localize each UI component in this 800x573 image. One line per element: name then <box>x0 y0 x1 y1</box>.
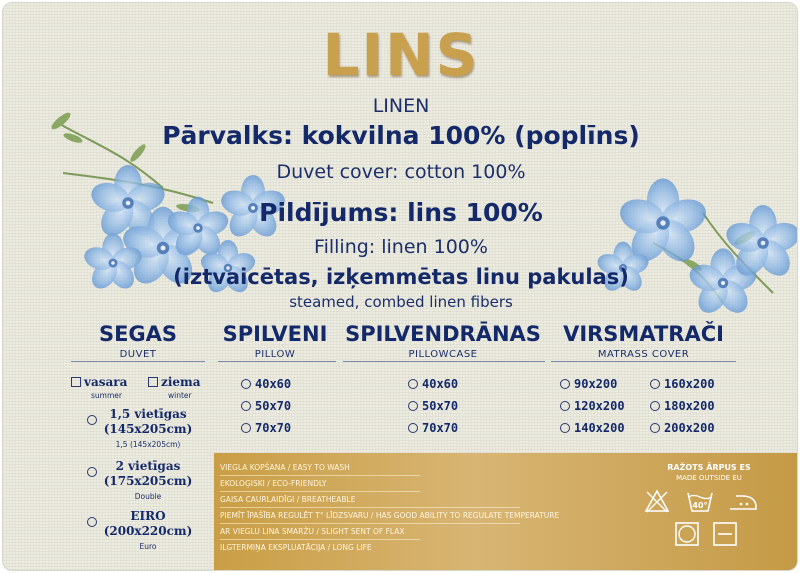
feature-item <box>220 527 405 536</box>
duvet-size-double-en: Double <box>134 492 162 501</box>
season-summer-option[interactable] <box>71 375 127 390</box>
season-summer-en: summer <box>91 391 122 400</box>
feature-lv: GAISA CAURLAIDĪGI / <box>220 495 300 504</box>
duvet-size-double <box>103 459 193 489</box>
radio-circle-icon[interactable] <box>87 409 101 428</box>
feature-lv: VIEGLA KOPŠANA / <box>220 463 291 472</box>
feature-divider <box>220 507 520 508</box>
feature-item <box>220 511 559 520</box>
pillow-size-label: 50x70 <box>255 399 292 413</box>
feature-en: ECO-FRIENDLY <box>272 479 327 488</box>
matrass-size-label: 120x200 <box>574 399 625 413</box>
virsmatraci-subtitle: MATRASS COVER <box>597 349 690 360</box>
duvet-size-single-en: 1,5 (145x205cm) <box>115 440 181 449</box>
feature-en: LONG LIFE <box>332 543 372 552</box>
iron-icon <box>728 493 758 511</box>
duvet-size-euro-name: EIRO <box>130 509 166 523</box>
duvet-size-single-dim: (145x205cm) <box>103 422 193 436</box>
spilveni-divider <box>218 361 336 362</box>
cover-composition-lv: Pārvalks: kokvilna 100% (poplīns) <box>162 121 640 150</box>
feature-en: EASY TO WASH <box>292 463 350 472</box>
radio-circle-icon[interactable] <box>408 423 418 433</box>
made-outside-eu-lv: RAŽOTS ĀRPUS ES <box>667 463 751 472</box>
pillow-size-option[interactable] <box>241 421 291 435</box>
pillow-size-option[interactable] <box>241 399 291 413</box>
pillowcase-size-label: 70x70 <box>422 421 459 435</box>
season-summer-label: vasara <box>84 375 128 389</box>
radio-circle-icon[interactable] <box>650 401 660 411</box>
pillowcase-size-option[interactable] <box>408 421 458 435</box>
fibers-description-lv: (iztvaicētas, izķemmētas linu pakulas) <box>173 265 629 289</box>
feature-item <box>220 543 372 552</box>
radio-circle-icon[interactable] <box>560 423 570 433</box>
duvet-size-euro <box>103 509 193 539</box>
spilveni-title: SPILVENI <box>222 322 328 346</box>
brand-logo: LINS <box>322 21 480 89</box>
checkbox-square-icon[interactable] <box>71 377 81 387</box>
product-label-card <box>2 2 798 571</box>
duvet-size-single-name: 1,5 vietīgas <box>109 407 187 421</box>
feature-item <box>220 479 327 488</box>
feature-lv: PIEMĪT ĪPAŠĪBA REGULĒT T° LĪDZSVARU / <box>220 511 374 520</box>
pillowcase-size-option[interactable] <box>408 377 458 391</box>
pillow-size-label: 70x70 <box>255 421 292 435</box>
matrass-size-option[interactable] <box>560 399 625 413</box>
wash-40-icon <box>686 489 714 513</box>
fibers-description-en: steamed, combed linen fibers <box>289 293 513 311</box>
duvet-size-euro-en: Euro <box>139 542 157 551</box>
matrass-size-option[interactable] <box>560 377 617 391</box>
feature-en: SLIGHT SENT OF FLAX <box>321 527 405 536</box>
spilveni-subtitle: PILLOW <box>254 349 296 360</box>
virsmatraci-title: VIRSMATRAČI <box>563 322 724 346</box>
wash-temp-label: 40° <box>692 501 708 510</box>
radio-circle-icon[interactable] <box>87 461 101 480</box>
feature-lv: AR VIEGLU LINA SMARŽU / <box>220 527 319 536</box>
feature-lv: ILGTERMIŅA EKSPLUATĀCIJA / <box>220 543 331 552</box>
radio-circle-icon[interactable] <box>408 401 418 411</box>
radio-circle-icon[interactable] <box>408 379 418 389</box>
made-outside-eu-en: MADE OUTSIDE EU <box>676 474 742 482</box>
spilvendranas-divider <box>343 361 545 362</box>
spilvendranas-subtitle: PILLOWCASE <box>408 349 478 360</box>
feature-item <box>220 495 355 504</box>
feature-divider <box>220 523 520 524</box>
season-winter-en: winter <box>168 391 192 400</box>
feature-divider <box>220 539 420 540</box>
matrass-size-option[interactable] <box>650 377 715 391</box>
matrass-size-label: 180x200 <box>664 399 715 413</box>
no-bleach-icon <box>644 489 670 513</box>
feature-item <box>220 463 350 472</box>
matrass-size-label: 140x200 <box>574 421 625 435</box>
radio-circle-icon[interactable] <box>650 423 660 433</box>
features-band <box>214 453 798 571</box>
segas-divider <box>71 361 205 362</box>
flat-dry-icon <box>712 521 738 547</box>
matrass-size-option[interactable] <box>650 421 715 435</box>
pillow-size-option[interactable] <box>241 377 291 391</box>
radio-circle-icon[interactable] <box>560 379 570 389</box>
virsmatraci-divider <box>551 361 736 362</box>
checkbox-square-icon[interactable] <box>148 377 158 387</box>
pillowcase-size-option[interactable] <box>408 399 458 413</box>
feature-divider <box>220 475 420 476</box>
segas-title: SEGAS <box>98 322 178 346</box>
spilvendranas-title: SPILVENDRĀNAS <box>345 322 541 346</box>
duvet-size-double-dim: (175x205cm) <box>103 474 193 488</box>
pillowcase-size-label: 50x70 <box>422 399 459 413</box>
radio-circle-icon[interactable] <box>650 379 660 389</box>
tumble-dry-icon <box>674 521 700 547</box>
radio-circle-icon[interactable] <box>241 379 251 389</box>
cover-composition-en: Duvet cover: cotton 100% <box>276 161 526 183</box>
radio-circle-icon[interactable] <box>241 401 251 411</box>
brand-subtitle: LINEN <box>372 95 430 117</box>
pillowcase-size-label: 40x60 <box>422 377 459 391</box>
season-winter-option[interactable] <box>148 375 200 390</box>
duvet-size-single <box>103 407 193 437</box>
duvet-size-double-name: 2 vietīgas <box>115 459 181 473</box>
matrass-size-option[interactable] <box>650 399 715 413</box>
matrass-size-label: 200x200 <box>664 421 715 435</box>
radio-circle-icon[interactable] <box>241 423 251 433</box>
matrass-size-label: 90x200 <box>574 377 618 391</box>
radio-circle-icon[interactable] <box>87 511 101 530</box>
season-winter-label: ziema <box>161 375 201 389</box>
radio-circle-icon[interactable] <box>560 401 570 411</box>
pillow-size-label: 40x60 <box>255 377 292 391</box>
feature-divider <box>220 491 420 492</box>
segas-subtitle: DUVET <box>119 349 157 360</box>
matrass-size-option[interactable] <box>560 421 625 435</box>
duvet-size-euro-dim: (200x220cm) <box>103 524 193 538</box>
filling-composition-en: Filling: linen 100% <box>314 236 488 258</box>
filling-composition-lv: Pildījums: lins 100% <box>259 198 543 227</box>
feature-lv: EKOLOĢISKI / <box>220 479 270 488</box>
feature-en: HAS GOOD ABILITY TO REGULATE TEMPERATURE <box>375 511 560 520</box>
matrass-size-label: 160x200 <box>664 377 715 391</box>
feature-en: BREATHEABLE <box>301 495 356 504</box>
